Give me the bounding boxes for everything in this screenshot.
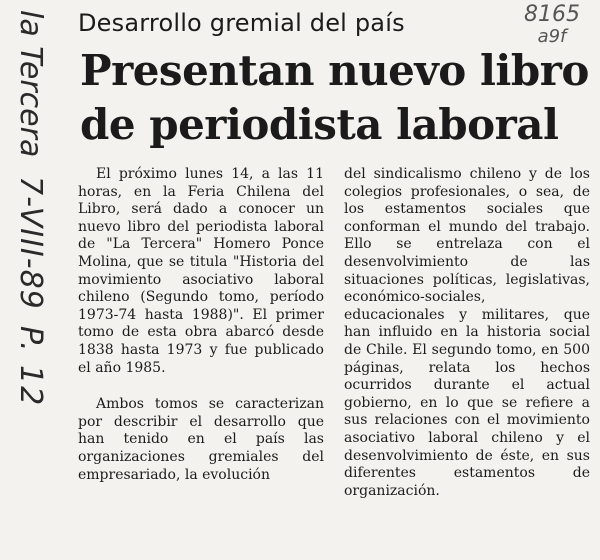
headline-line-1: Presentan nuevo libro	[80, 46, 589, 95]
handwritten-date: 7-VIII-89	[13, 176, 48, 310]
news-article	[78, 2, 590, 152]
article-kicker: Desarrollo gremial del país	[78, 9, 405, 37]
paragraph: Ambos tomos se caracterizan por describir el desarrollo que han tenido en el país las organizaciones gremiales del empresariado, la evolución	[78, 396, 324, 483]
column-left	[78, 166, 324, 500]
headline-line-2: de periodista laboral	[80, 100, 559, 149]
paragraph: El próximo lunes 14, a las 11 horas, en la Feria Chilena del Libro, será dado a conocer un nuevo libro del periodista laboral de "La Tercera" Homero Ponce Molina, que se titula "Historia del movimiento asociativo laboral chileno (Segundo tomo, período 1973-74 hasta 1988)". El primer tomo de esta obra abarcó desde 1838 hasta 1973 y fue publicado el año 1985.	[78, 166, 324, 376]
article-headline	[80, 44, 590, 152]
handwritten-margin-notes	[2, 8, 52, 548]
column-right	[344, 166, 590, 500]
archive-code-sub: a9f	[537, 26, 567, 47]
handwritten-page: P. 12	[13, 326, 48, 408]
archive-code: 8165	[524, 2, 580, 27]
handwritten-source: la Tercera	[13, 10, 48, 158]
paragraph: del sindicalismo chileno y de los colegios profesionales, o sea, de los estamentos sociales que conforman el mundo del trabajo. Ello se entrelaza con el desenvolvimiento de las situaciones políticas, legislativas, económico-sociales, educacionales y militares, que han influido en la historia social de Chile. El segundo tomo, en 500 páginas, relata los hechos ocurridos durante el actual gobierno, en lo que se refiere a sus relaciones con el movimiento asociativo laboral chileno y el desenvolvimiento de éste, en sus diferentes estamentos de organización.	[344, 166, 590, 499]
article-body	[78, 166, 590, 500]
